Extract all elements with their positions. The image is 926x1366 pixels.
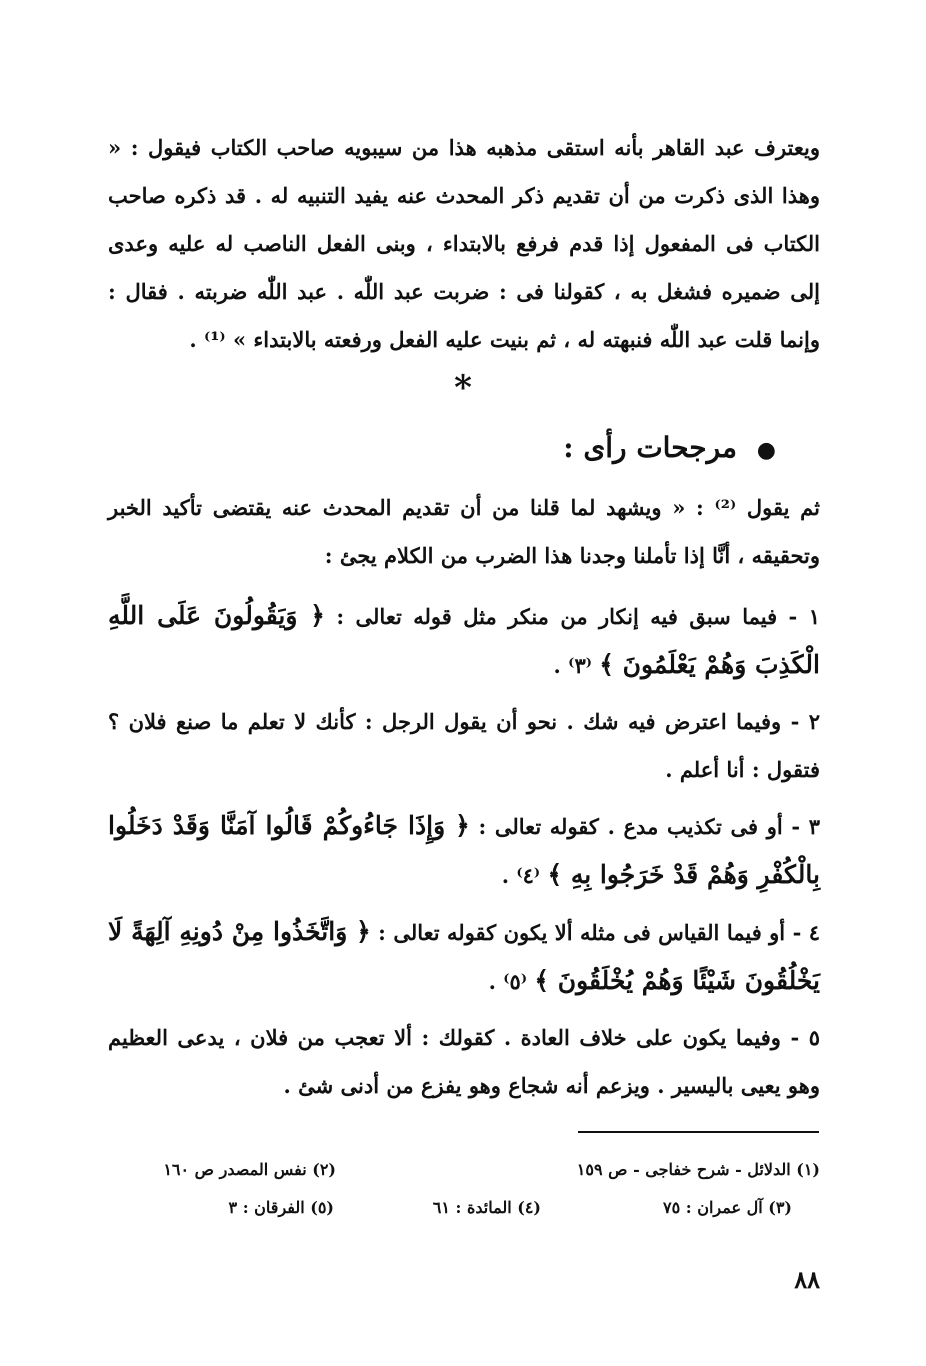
intro-text: ويعترف عبد القاهر بأنه استقى مذهبه هذا من سيبويه صاحب الكتاب فيقول : « وهذا الذى ذكرت من أن تقديم ذكر المحدث عنه يفيد التنبيه له . قد ذكره صاحب الكتاب فى المفعول إذا قدم فرفع بالابتداء ، وبنى الفعل الناصب له عليه وعدى إلى ضميره فشغل به ، كقولنا فى : ضربت عبد اللّٰه . عبد اللّٰه ضربته . فقال : وإنما قلت عبد اللّٰه فنبهته له ، ثم بنيت عليه الفعل ورفعته بالابتداء » ⁽¹⁾ . xyxy=(108,135,820,352)
item-1-quran-verse: ﴿ وَيَقُولُونَ عَلَى اللَّهِ الْكَذِبَ وَهُمْ يَعْلَمُونَ ﴾ xyxy=(108,601,820,679)
quote-intro-text: ثم يقول ⁽²⁾ : « ويشهد لما قلنا من أن تقديم المحدث عنه يقتضى تأكيد الخبر وتحقيقه ، أنَّا إذا تأملنا وجدنا هذا الضرب من الكلام يجئ : xyxy=(108,495,820,568)
item-1-text: ١ - فيما سبق فيه إنكار من منكر مثل قوله تعالى : xyxy=(336,604,820,629)
item-2-text: ٢ - وفيما اعترض فيه شك . نحو أن يقول الرجل : كأنك لا تعلم ما صنع فلان ؟ فتقول : أنا أعلم . xyxy=(108,709,820,782)
list-item-2 xyxy=(108,698,820,794)
list-item-5 xyxy=(108,1014,820,1110)
item-3-quran-verse: ﴿ وَإِذَا جَاءُوكُمْ قَالُوا آمَنَّا وَقَدْ دَخَلُوا بِالْكُفْرِ وَهُمْ قَدْ خَرَجُوا بِهِ ﴾ xyxy=(108,811,820,889)
heading-text: مرجحات رأى : xyxy=(563,431,738,464)
footnote-4: (٤) المائدة : ٦١ xyxy=(432,1198,541,1217)
footnote-2: (٢) نفس المصدر ص ١٦٠ xyxy=(163,1160,336,1179)
item-1-footnote-ref: ⁽٣⁾ . xyxy=(553,653,592,678)
quote-paragraph xyxy=(108,484,820,580)
footnote-divider xyxy=(578,1131,819,1133)
footnote-3: (٣) آل عمران : ٧٥ xyxy=(662,1198,792,1217)
item-4-quran-verse: ﴿ وَاتَّخَذُوا مِنْ دُونِهِ آلِهَةً لَا يَخْلُقُونَ شَيْئًا وَهُمْ يُخْلَقُونَ ﴾ xyxy=(108,917,820,995)
list-item-3 xyxy=(108,802,820,900)
item-3-text: ٣ - أو فى تكذيب مدع . كقوله تعالى : xyxy=(478,814,821,839)
page-number: ٨٨ xyxy=(794,1265,820,1294)
bullet-icon: ● xyxy=(756,437,776,463)
footnote-1: (١) الدلائل - شرح خفاجى - ص ١٥٩ xyxy=(576,1160,820,1179)
list-item-4 xyxy=(108,908,820,1006)
item-3-footnote-ref: ⁽٤⁾ . xyxy=(501,863,541,888)
intro-paragraph xyxy=(108,124,820,364)
item-5-text: ٥ - وفيما يكون على خلاف العادة . كقولك : ألا تعجب من فلان ، يدعى العظيم وهو يعيى باليسير . ويزعم أنه شجاع وهو يفزع من أدنى شئ . xyxy=(108,1025,820,1098)
section-heading xyxy=(376,426,776,472)
list-item-1 xyxy=(108,592,820,690)
item-4-text: ٤ - أو فيما القياس فى مثله ألا يكون كقوله تعالى : xyxy=(378,920,820,945)
item-4-footnote-ref: ⁽٥⁾ . xyxy=(488,969,528,994)
footnote-5: (٥) الفرقان : ٣ xyxy=(228,1198,334,1217)
section-separator-star: * xyxy=(454,368,472,408)
